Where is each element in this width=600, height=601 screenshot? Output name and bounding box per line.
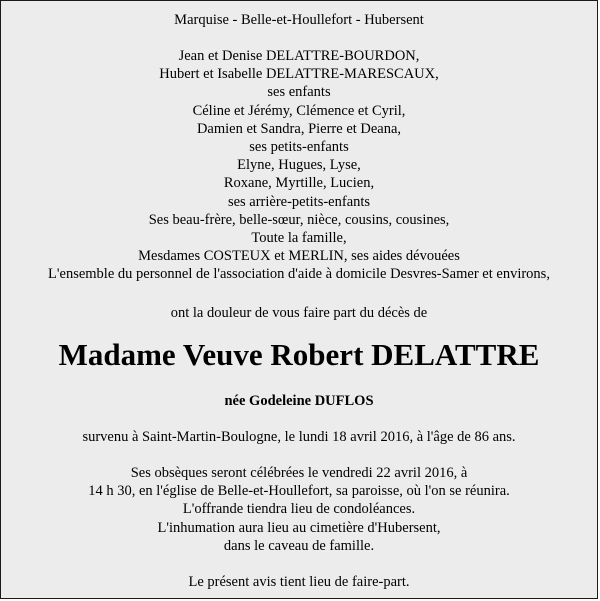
family-line: Ses beau-frère, belle-sœur, nièce, cousins, cousines,: [148, 211, 450, 228]
family-line: L'ensemble du personnel de l'association d'aide à domicile Desvres-Samer et environs,: [48, 266, 550, 283]
funeral-line: L'offrande tiendra lieu de condoléances.: [182, 501, 416, 518]
family-line: Toute la famille,: [251, 230, 347, 247]
family-line: ses arrière-petits-enfants: [227, 193, 371, 210]
family-line: ses petits-enfants: [249, 139, 349, 156]
family-line: ses enfants: [267, 84, 331, 101]
family-line: Hubert et Isabelle DELATTRE-MARESCAUX,: [159, 66, 439, 83]
notice-header-towns: Marquise - Belle-et-Houllefort - Hubersent: [174, 12, 424, 28]
funeral-line: 14 h 30, en l'église de Belle-et-Houllefort, sa paroisse, où l'on se réunira.: [88, 483, 510, 500]
funeral-line: L'inhumation aura lieu au cimetière d'Hubersent,: [157, 519, 441, 536]
family-list: [1, 47, 597, 284]
family-line: Jean et Denise DELATTRE-BOURDON,: [178, 48, 420, 64]
funeral-line: dans le caveau de famille.: [223, 537, 375, 554]
maiden-name: née Godeleine DUFLOS: [224, 393, 374, 409]
announcement-intro: ont la douleur de vous faire part du décès de: [170, 305, 428, 321]
family-line: Elyne, Hugues, Lyse,: [237, 157, 361, 174]
family-line: Mesdames COSTEUX et MERLIN, ses aides dévouées: [138, 248, 460, 265]
deceased-name: Madame Veuve Robert DELATTRE: [58, 337, 540, 372]
funeral-details: [1, 464, 597, 555]
death-info: survenu à Saint-Martin-Boulogne, le lundi 18 avril 2016, à l'âge de 86 ans.: [82, 429, 516, 445]
family-line: Céline et Jérémy, Clémence et Cyril,: [192, 102, 406, 119]
family-line: Damien et Sandra, Pierre et Deana,: [196, 120, 402, 137]
family-line: Roxane, Myrtille, Lucien,: [223, 175, 375, 192]
funeral-line: Ses obsèques seront célébrées le vendredi 22 avril 2016, à: [130, 465, 468, 481]
notice-footer: Le présent avis tient lieu de faire-part.: [188, 574, 410, 590]
